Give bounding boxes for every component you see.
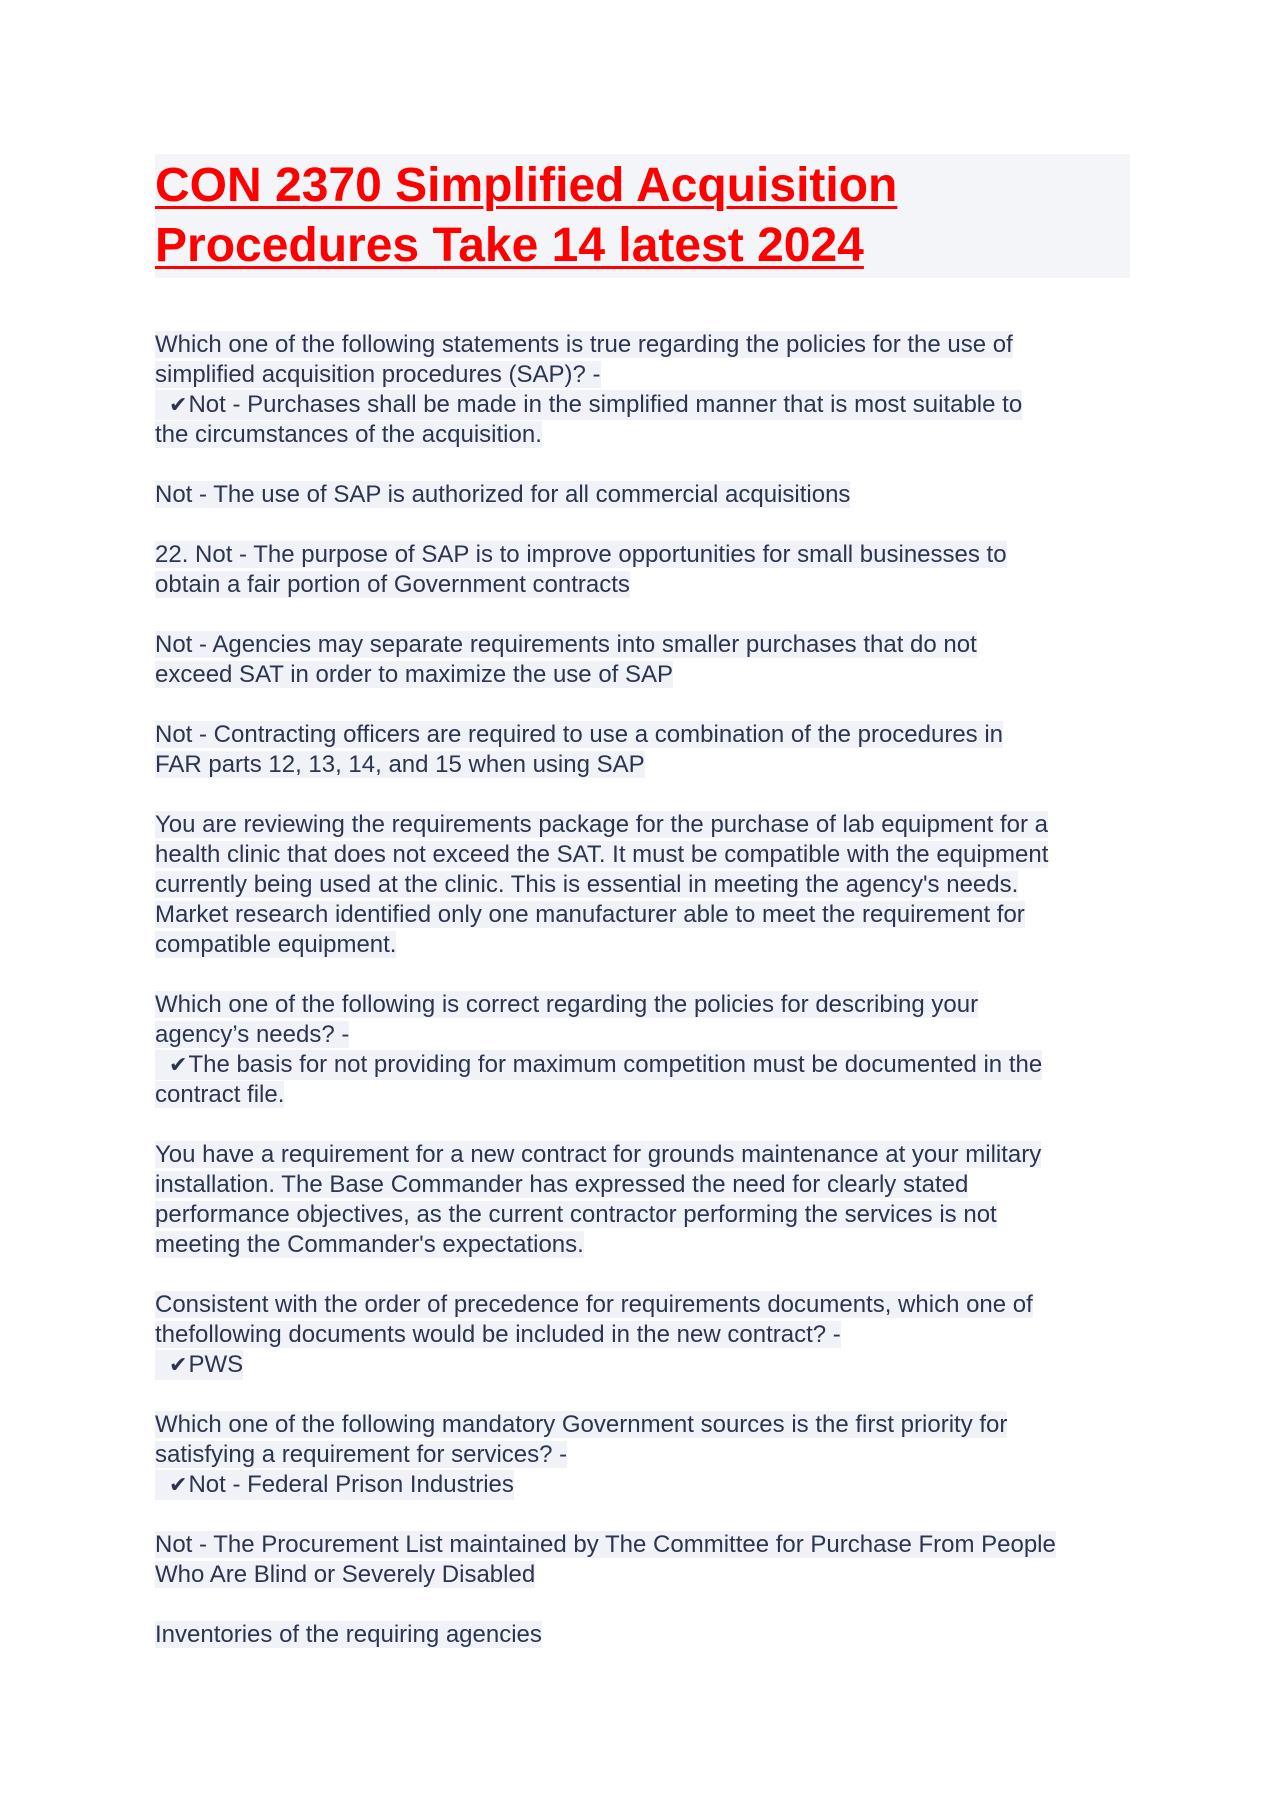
title-line-2: Procedures Take 14 latest 2024 <box>155 219 864 272</box>
scenario-lab-line: currently being used at the clinic. This is essential in meeting the agency's needs. <box>155 871 1019 898</box>
document-title <box>155 154 1130 278</box>
answer-2-text-a: The basis for not providing for maximum competition must be documented in the <box>188 1051 1043 1078</box>
option-separate-text-a: Not - Agencies may separate requirements into smaller purchases that do not <box>155 631 977 658</box>
option-procurement-text-a: Not - The Procurement List maintained by The Committee for Purchase From People <box>155 1531 1056 1558</box>
scenario-grounds-line: installation. The Base Commander has expressed the need for clearly stated <box>155 1171 969 1198</box>
question-3 <box>155 1290 1130 1380</box>
question-4-text-a: Which one of the following mandatory Government sources is the first priority for <box>155 1411 1008 1438</box>
option-small-business-text-b: obtain a fair portion of Government contracts <box>155 571 630 598</box>
answer-1 <box>155 390 1022 420</box>
question-2-text-a: Which one of the following is correct regarding the policies for describing your <box>155 991 979 1018</box>
option-separate-text-b: exceed SAT in order to maximize the use of SAP <box>155 661 674 688</box>
option-small-business-text-a: 22. Not - The purpose of SAP is to improve opportunities for small businesses to <box>155 541 1007 568</box>
scenario-lab-line: health clinic that does not exceed the SAT. It must be compatible with the equipment <box>155 841 1049 868</box>
answer-3-text-a: PWS <box>188 1351 244 1378</box>
scenario-grounds-line: meeting the Commander's expectations. <box>155 1231 584 1258</box>
question-2-text-b: agency’s needs? - <box>155 1021 350 1048</box>
answer-2 <box>155 1050 1042 1080</box>
question-1-text-a: Which one of the following statements is true regarding the policies for the use of <box>155 331 1013 358</box>
scenario-lab-line: Market research identified only one manufacturer able to meet the requirement for <box>155 901 1025 928</box>
question-1-text-b: simplified acquisition procedures (SAP)? - <box>155 361 601 388</box>
question-2 <box>155 990 1130 1110</box>
option-inventories <box>155 1620 1130 1650</box>
check-icon: ✔ <box>169 392 188 417</box>
scenario-lab-equipment <box>155 810 1130 960</box>
option-separate-requirements <box>155 630 1130 690</box>
scenario-grounds-line: You have a requirement for a new contract for grounds maintenance at your military <box>155 1141 1042 1168</box>
answer-4 <box>155 1470 514 1500</box>
question-4-text-b: satisfying a requirement for services? - <box>155 1441 568 1468</box>
option-combination <box>155 720 1130 780</box>
check-icon: ✔ <box>169 1352 188 1377</box>
option-combination-text-b: FAR parts 12, 13, 14, and 15 when using SAP <box>155 751 645 778</box>
check-icon: ✔ <box>169 1052 188 1077</box>
scenario-lab-line: You are reviewing the requirements package for the purchase of lab equipment for a <box>155 811 1048 838</box>
answer-4-text-a: Not - Federal Prison Industries <box>188 1471 514 1498</box>
question-3-text-a: Consistent with the order of precedence for requirements documents, which one of <box>155 1291 1033 1318</box>
scenario-grounds-line: performance objectives, as the current contractor performing the services is not <box>155 1201 997 1228</box>
check-icon: ✔ <box>169 1472 188 1497</box>
option-inventories-text: Inventories of the requiring agencies <box>155 1621 542 1648</box>
answer-2-text-b: contract file. <box>155 1081 285 1108</box>
option-combination-text-a: Not - Contracting officers are required to use a combination of the procedures in <box>155 721 1004 748</box>
answer-1-text-b: the circumstances of the acquisition. <box>155 421 542 448</box>
answer-3 <box>155 1350 243 1380</box>
document-page <box>155 154 1130 1680</box>
title-line-1: CON 2370 Simplified Acquisition <box>155 159 898 212</box>
question-4 <box>155 1410 1130 1500</box>
option-small-business <box>155 540 1130 600</box>
option-procurement-text-b: Who Are Blind or Severely Disabled <box>155 1561 536 1588</box>
question-3-text-b: thefollowing documents would be included in the new contract? - <box>155 1321 841 1348</box>
scenario-lab-line: compatible equipment. <box>155 931 397 958</box>
scenario-grounds-maintenance <box>155 1140 1130 1260</box>
answer-1-text-a: Not - Purchases shall be made in the simplified manner that is most suitable to <box>188 391 1023 418</box>
option-procurement-list <box>155 1530 1130 1590</box>
option-sap-authorized-text: Not - The use of SAP is authorized for all commercial acquisitions <box>155 481 851 508</box>
question-1 <box>155 330 1130 450</box>
option-sap-authorized <box>155 480 1130 510</box>
